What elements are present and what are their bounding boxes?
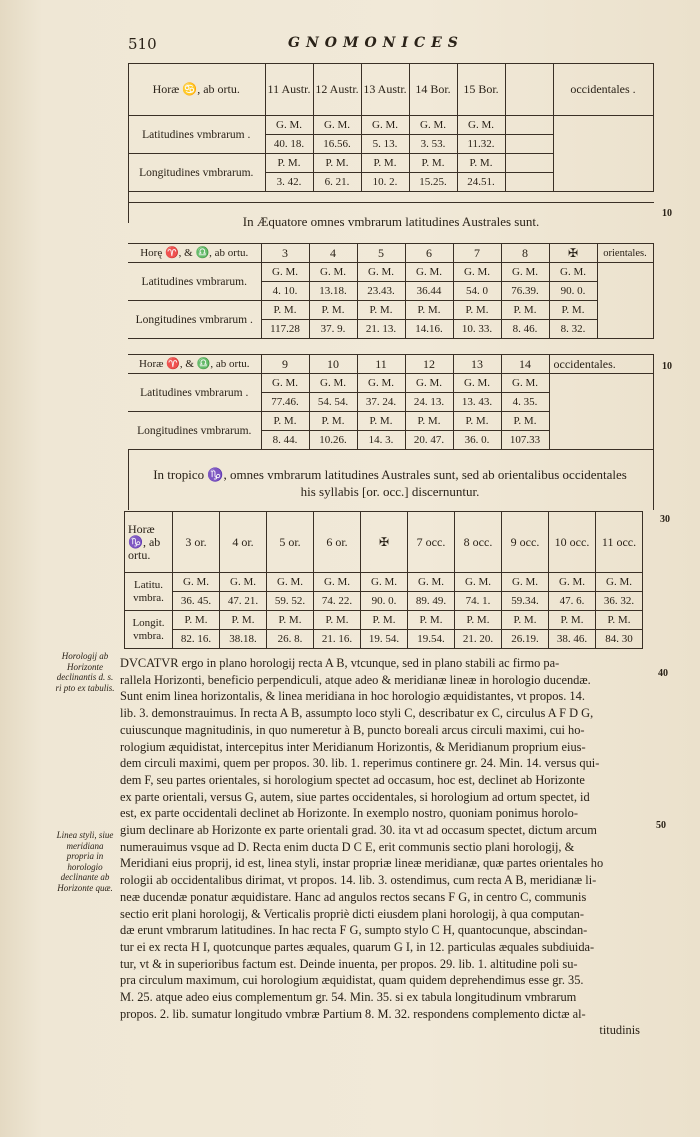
table-row-label: Longitudines vmbrarum. (128, 412, 261, 450)
table-hours-aries-morning (128, 243, 654, 339)
table-head-cell: 13 (453, 355, 501, 374)
table-hours-cancer (128, 63, 654, 192)
table-cell: 21. 16. (314, 630, 361, 649)
table-cell: P. M. (501, 301, 549, 320)
table-cell: P. M. (309, 301, 357, 320)
text-line: gium declinare ab Horizonte ex parte orientali grad. 30. ita vt ad occasum spectet, dictum arcum (120, 823, 597, 838)
table-head-cell: 3 (261, 244, 309, 263)
table-cell: G. M. (405, 263, 453, 282)
table-cell: P. M. (265, 154, 313, 173)
table-cell: 15.25. (409, 173, 457, 192)
text-line: dæ erunt vmbrarum latitudines. In hac recta F G, sumpto stylo C H, quantocunque, abscindan- (120, 923, 588, 938)
table-cell: G. M. (408, 573, 455, 592)
text-line: pra circulum maximum, cui horologium æquidistat, quam quidem deprehendimus esse gr. 35. (120, 973, 584, 988)
table-cell: 19. 54. (361, 630, 408, 649)
table-head-cell: 7 (453, 244, 501, 263)
table-cell: 4. 35. (501, 393, 549, 412)
table-cell: P. M. (457, 154, 505, 173)
table-cell (505, 116, 553, 135)
table-cell: P. M. (453, 301, 501, 320)
table-head-cell: occidentales. (549, 355, 653, 374)
table-row-label: Latitudines vmbrarum. (128, 263, 261, 301)
table-head-cell: 14 (501, 355, 549, 374)
table-head-cell: 10 occ. (549, 512, 596, 573)
table-cell: 59.34. (502, 592, 549, 611)
table-head-cell (505, 64, 553, 116)
table-cell: 77.46. (261, 393, 309, 412)
table-cell: 3. 53. (409, 135, 457, 154)
table-cell: P. M. (357, 412, 405, 431)
table-cell: 26. 8. (267, 630, 314, 649)
table-cell: P. M. (405, 301, 453, 320)
table-cell: 54. 54. (309, 393, 357, 412)
margin-line-number: 40 (658, 668, 668, 679)
table-head-cell: orientales. (597, 244, 653, 263)
table-cell: 47. 21. (220, 592, 267, 611)
table-cell: 107.33 (501, 431, 549, 450)
page-header (128, 35, 668, 55)
table-head-cell: 14 Bor. (409, 64, 457, 116)
table-cell: 36. 32. (596, 592, 643, 611)
table-cell: 38. 46. (549, 630, 596, 649)
table-cell: 59. 52. (267, 592, 314, 611)
table-cell: 90. 0. (361, 592, 408, 611)
table-cell: 84. 30 (596, 630, 643, 649)
margin-line-number: 10 (662, 361, 672, 372)
table-cell: 8. 46. (501, 320, 549, 339)
table-cell: G. M. (261, 374, 309, 393)
text-line: tur, vt & in superioribus factum est. Deinde inuenta, per propos. 29. lib. 1. altitudine poli su- (120, 956, 578, 971)
table-cell: G. M. (501, 374, 549, 393)
text-line: neæ ducendæ ponatur æquidistare. Hanc ad angulos rectos secans F G, in centro C, communis (120, 889, 587, 904)
text-line: rallela Horizonti, beneficio perpendiculi, atque adeo & meridianæ lineæ in horologio ducendæ. (120, 672, 591, 687)
table-cell: P. M. (502, 611, 549, 630)
table-cell: 26.19. (502, 630, 549, 649)
table-cell: 37. 9. (309, 320, 357, 339)
table-head-label: Horæ ♈, & ♎, ab ortu. (128, 355, 261, 374)
table-head-label: Horæ ♑, ab ortu. (125, 512, 173, 573)
table-cell: 36. 45. (173, 592, 220, 611)
table-cell: P. M. (549, 301, 597, 320)
table-cell: G. M. (309, 263, 357, 282)
caption-tropic: In tropico ♑, omnes vmbrarum latitudines Australes sunt, sed ab orientalibus occidentales his syllabis [or. occ.] discernuntur. (153, 467, 627, 499)
table-cell: P. M. (596, 611, 643, 630)
table-row-label: Longitudines vmbrarum . (128, 301, 261, 339)
text-line: lib. 3. demonstrauimus. In recta A B, assumpto loco styli C, describatur ex C, circulus A F D G, (120, 706, 594, 721)
table-cell: 10. 33. (453, 320, 501, 339)
table-cell: P. M. (313, 154, 361, 173)
table-cell (505, 135, 553, 154)
table-cell: 11.32. (457, 135, 505, 154)
table-cell: P. M. (309, 412, 357, 431)
table-cell: 21. 13. (357, 320, 405, 339)
table-cell: G. M. (357, 263, 405, 282)
table-cell: G. M. (313, 116, 361, 135)
table-cell: G. M. (361, 116, 409, 135)
table-cell: 4. 10. (261, 282, 309, 301)
table-head-cell: 12 Austr. (313, 64, 361, 116)
table-cell: G. M. (314, 573, 361, 592)
table-cell: P. M. (501, 412, 549, 431)
table-cell: P. M. (314, 611, 361, 630)
page-number: 510 (128, 35, 157, 53)
table-cell (549, 374, 653, 450)
table-head-cell: 11 occ. (596, 512, 643, 573)
table-cell: G. M. (357, 374, 405, 393)
margin-line-number: 10 (662, 208, 672, 219)
table-cell: 89. 49. (408, 592, 455, 611)
table-cell: G. M. (173, 573, 220, 592)
table-cell: P. M. (357, 301, 405, 320)
divider (128, 202, 654, 203)
table-head-cell: 8 (501, 244, 549, 263)
body-text (120, 655, 640, 1039)
side-note: Linea styli, siue meridiana propria in horologio declinante ab Horizonte quæ. (56, 830, 114, 893)
text-line: M. 25. atque adeo eius complementum gr. 54. Min. 35. si ex tabula longitudinum vmbrarum (120, 990, 577, 1005)
table-cell: G. M. (501, 263, 549, 282)
table-cell: G. M. (361, 573, 408, 592)
text-line: est, ex parte occidentali declinet ab Horizonte. In exemplo nostro, quoniam ponimus horolo- (120, 806, 578, 821)
table-cell: 8. 44. (261, 431, 309, 450)
text-line: dem F, seu partes orientales, si horologium spectet ad occasum, hoc est, declinet ab Horizonte (120, 772, 585, 787)
table-cell: G. M. (453, 374, 501, 393)
table-head-cell: 11 (357, 355, 405, 374)
table-cell: P. M. (453, 412, 501, 431)
table-head-cell: 12 (405, 355, 453, 374)
table-cell: G. M. (596, 573, 643, 592)
frame-line (128, 450, 129, 510)
table-head-cell: ✠ (361, 512, 408, 573)
table-cell: 10.26. (309, 431, 357, 450)
table-head-cell: 3 or. (173, 512, 220, 573)
table-cell: 21. 20. (455, 630, 502, 649)
table-row-label: Longitudines vmbrarum. (128, 154, 265, 192)
table-head-cell: 9 occ. (502, 512, 549, 573)
caption-equator: In Æquatore omnes vmbrarum latitudines Australes sunt. (242, 214, 540, 229)
text-line: tur ei ex recta H I, quotcunque partes æquales, quarum G I, in 12. particulas æquales subdiuida- (120, 939, 595, 954)
table-cell: 82. 16. (173, 630, 220, 649)
table-cell: P. M. (405, 412, 453, 431)
text-line: Meridiani eius proprij, id est, linea styli, instar propriæ lineæ meridianæ, quæ partes orientales ho (120, 856, 604, 871)
table-cell: 5. 13. (361, 135, 409, 154)
text-line: rologii ab occidentalibus dirimat, vt propos. 14. lib. 3. ostendimus, cum recta A B, meridianæ li- (120, 873, 597, 888)
table-cell: 74. 22. (314, 592, 361, 611)
text-line: sectio erit plani horologij, & Verticalis propriè dicti eiusdem plani horologij, à qua computan- (120, 906, 584, 921)
table-row-label: Longit. vmbra. (125, 611, 173, 649)
table-cell: P. M. (361, 611, 408, 630)
table-cell: G. M. (502, 573, 549, 592)
table-head-cell: 9 (261, 355, 309, 374)
table-cell: 47. 6. (549, 592, 596, 611)
table-cell: G. M. (261, 263, 309, 282)
table-cell (505, 173, 553, 192)
table-cell: 19.54. (408, 630, 455, 649)
text-line: rologium æquidistat, intercepitus inter Meridianum Horizontis, & Meridianum proprium eius- (120, 739, 586, 754)
table-cell: G. M. (453, 263, 501, 282)
table-cell: 37. 24. (357, 393, 405, 412)
table-cell: 20. 47. (405, 431, 453, 450)
table-row-label: Latitudines vmbrarum . (128, 116, 265, 154)
text-line: ex parte orientali, versus G, autem, siue partes occidentales, si horologium ad ortum spectet, id (120, 789, 590, 804)
table-head-cell: 7 occ. (408, 512, 455, 573)
side-note: Horologij ab Horizonte declinantis d. s. ri pto ex tabulis. (55, 651, 115, 693)
text-line: titudinis (599, 1023, 640, 1038)
table-head-cell: 6 or. (314, 512, 361, 573)
table-cell: 23.43. (357, 282, 405, 301)
table-cell: 14.16. (405, 320, 453, 339)
table-cell: P. M. (261, 412, 309, 431)
table-head-label: Horæ ♋, ab ortu. (128, 64, 265, 116)
table-head-cell: 8 occ. (455, 512, 502, 573)
table-cell: P. M. (408, 611, 455, 630)
table-cell: G. M. (265, 116, 313, 135)
text-line: numerauimus vsque ad D. Recta enim ducta D C E, erit communis sectio plani horologij, & (120, 839, 575, 854)
table-cell: 10. 2. (361, 173, 409, 192)
text-line: DVCATVR ergo in plano horologij recta A B, vtcunque, sed in plano stabili ac firmo pa- (120, 656, 560, 670)
table-cell: 54. 0 (453, 282, 501, 301)
table-head-cell: 5 or. (267, 512, 314, 573)
table-cell: G. M. (455, 573, 502, 592)
table-cell: G. M. (409, 116, 457, 135)
table-cell: 74. 1. (455, 592, 502, 611)
table-cell: 38.18. (220, 630, 267, 649)
table-cell: G. M. (549, 263, 597, 282)
table-cell (597, 263, 653, 339)
frame-line (653, 450, 654, 510)
frame-line (128, 63, 129, 223)
table-cell: G. M. (405, 374, 453, 393)
table-head-cell: 10 (309, 355, 357, 374)
table-cell: P. M. (173, 611, 220, 630)
text-line: propos. 2. lib. sumatur longitudo vmbræ Partium 8. M. 32. respondens complemento dictæ al- (120, 1006, 586, 1021)
table-cell: G. M. (267, 573, 314, 592)
text-line: cuiuscunque magnitudinis, in quo numeretur à B, puncto boreali arcus circuli maximi, cui ho- (120, 722, 585, 737)
table-head-cell: ✠ (549, 244, 597, 263)
margin-line-number: 50 (656, 820, 666, 831)
table-cell: P. M. (409, 154, 457, 173)
table-head-cell: occidentales . (553, 64, 653, 116)
table-cell: 16.56. (313, 135, 361, 154)
table-cell: 14. 3. (357, 431, 405, 450)
table-head-cell: 4 or. (220, 512, 267, 573)
table-cell: G. M. (220, 573, 267, 592)
table-head-cell: 6 (405, 244, 453, 263)
table-cell: 40. 18. (265, 135, 313, 154)
table-cell: 8. 32. (549, 320, 597, 339)
table-cell: 6. 21. (313, 173, 361, 192)
table-cell: G. M. (309, 374, 357, 393)
table-cell: P. M. (455, 611, 502, 630)
table-cell: 13. 43. (453, 393, 501, 412)
text-line: dem circuli maximi, quem per propos. 30. lib. 1. reperimus continere gr. 24. Min. 14. versus qui- (120, 756, 600, 771)
table-cell: 76.39. (501, 282, 549, 301)
table-row-label: Latitu. vmbra. (125, 573, 173, 611)
table-cell (505, 154, 553, 173)
table-cell: 36. 0. (453, 431, 501, 450)
table-head-label: Horę ♈, & ♎, ab ortu. (128, 244, 261, 263)
table-cell: G. M. (549, 573, 596, 592)
text-line: Sunt enim linea horizontalis, & linea meridiana in hoc horologio æquidistantes, vt propos. 14. (120, 689, 585, 704)
table-cell: 3. 42. (265, 173, 313, 192)
table-head-cell: 15 Bor. (457, 64, 505, 116)
table-head-cell: 11 Austr. (265, 64, 313, 116)
table-cell: 24.51. (457, 173, 505, 192)
table-hours-capricorn (124, 511, 643, 649)
table-cell: P. M. (220, 611, 267, 630)
table-cell: P. M. (267, 611, 314, 630)
table-hours-aries-evening (128, 354, 654, 450)
table-head-cell: 5 (357, 244, 405, 263)
running-title: GNOMONICES (288, 35, 464, 51)
table-cell: 13.18. (309, 282, 357, 301)
table-cell: P. M. (361, 154, 409, 173)
table-head-cell: 4 (309, 244, 357, 263)
table-cell: G. M. (457, 116, 505, 135)
table-cell: 24. 13. (405, 393, 453, 412)
table-cell: P. M. (261, 301, 309, 320)
table-row-label: Latitudines vmbrarum . (128, 374, 261, 412)
table-cell: 36.44 (405, 282, 453, 301)
table-cell: 117.28 (261, 320, 309, 339)
table-cell (553, 116, 653, 192)
table-head-cell: 13 Austr. (361, 64, 409, 116)
table-cell: P. M. (549, 611, 596, 630)
margin-line-number: 30 (660, 514, 670, 525)
table-cell: 90. 0. (549, 282, 597, 301)
